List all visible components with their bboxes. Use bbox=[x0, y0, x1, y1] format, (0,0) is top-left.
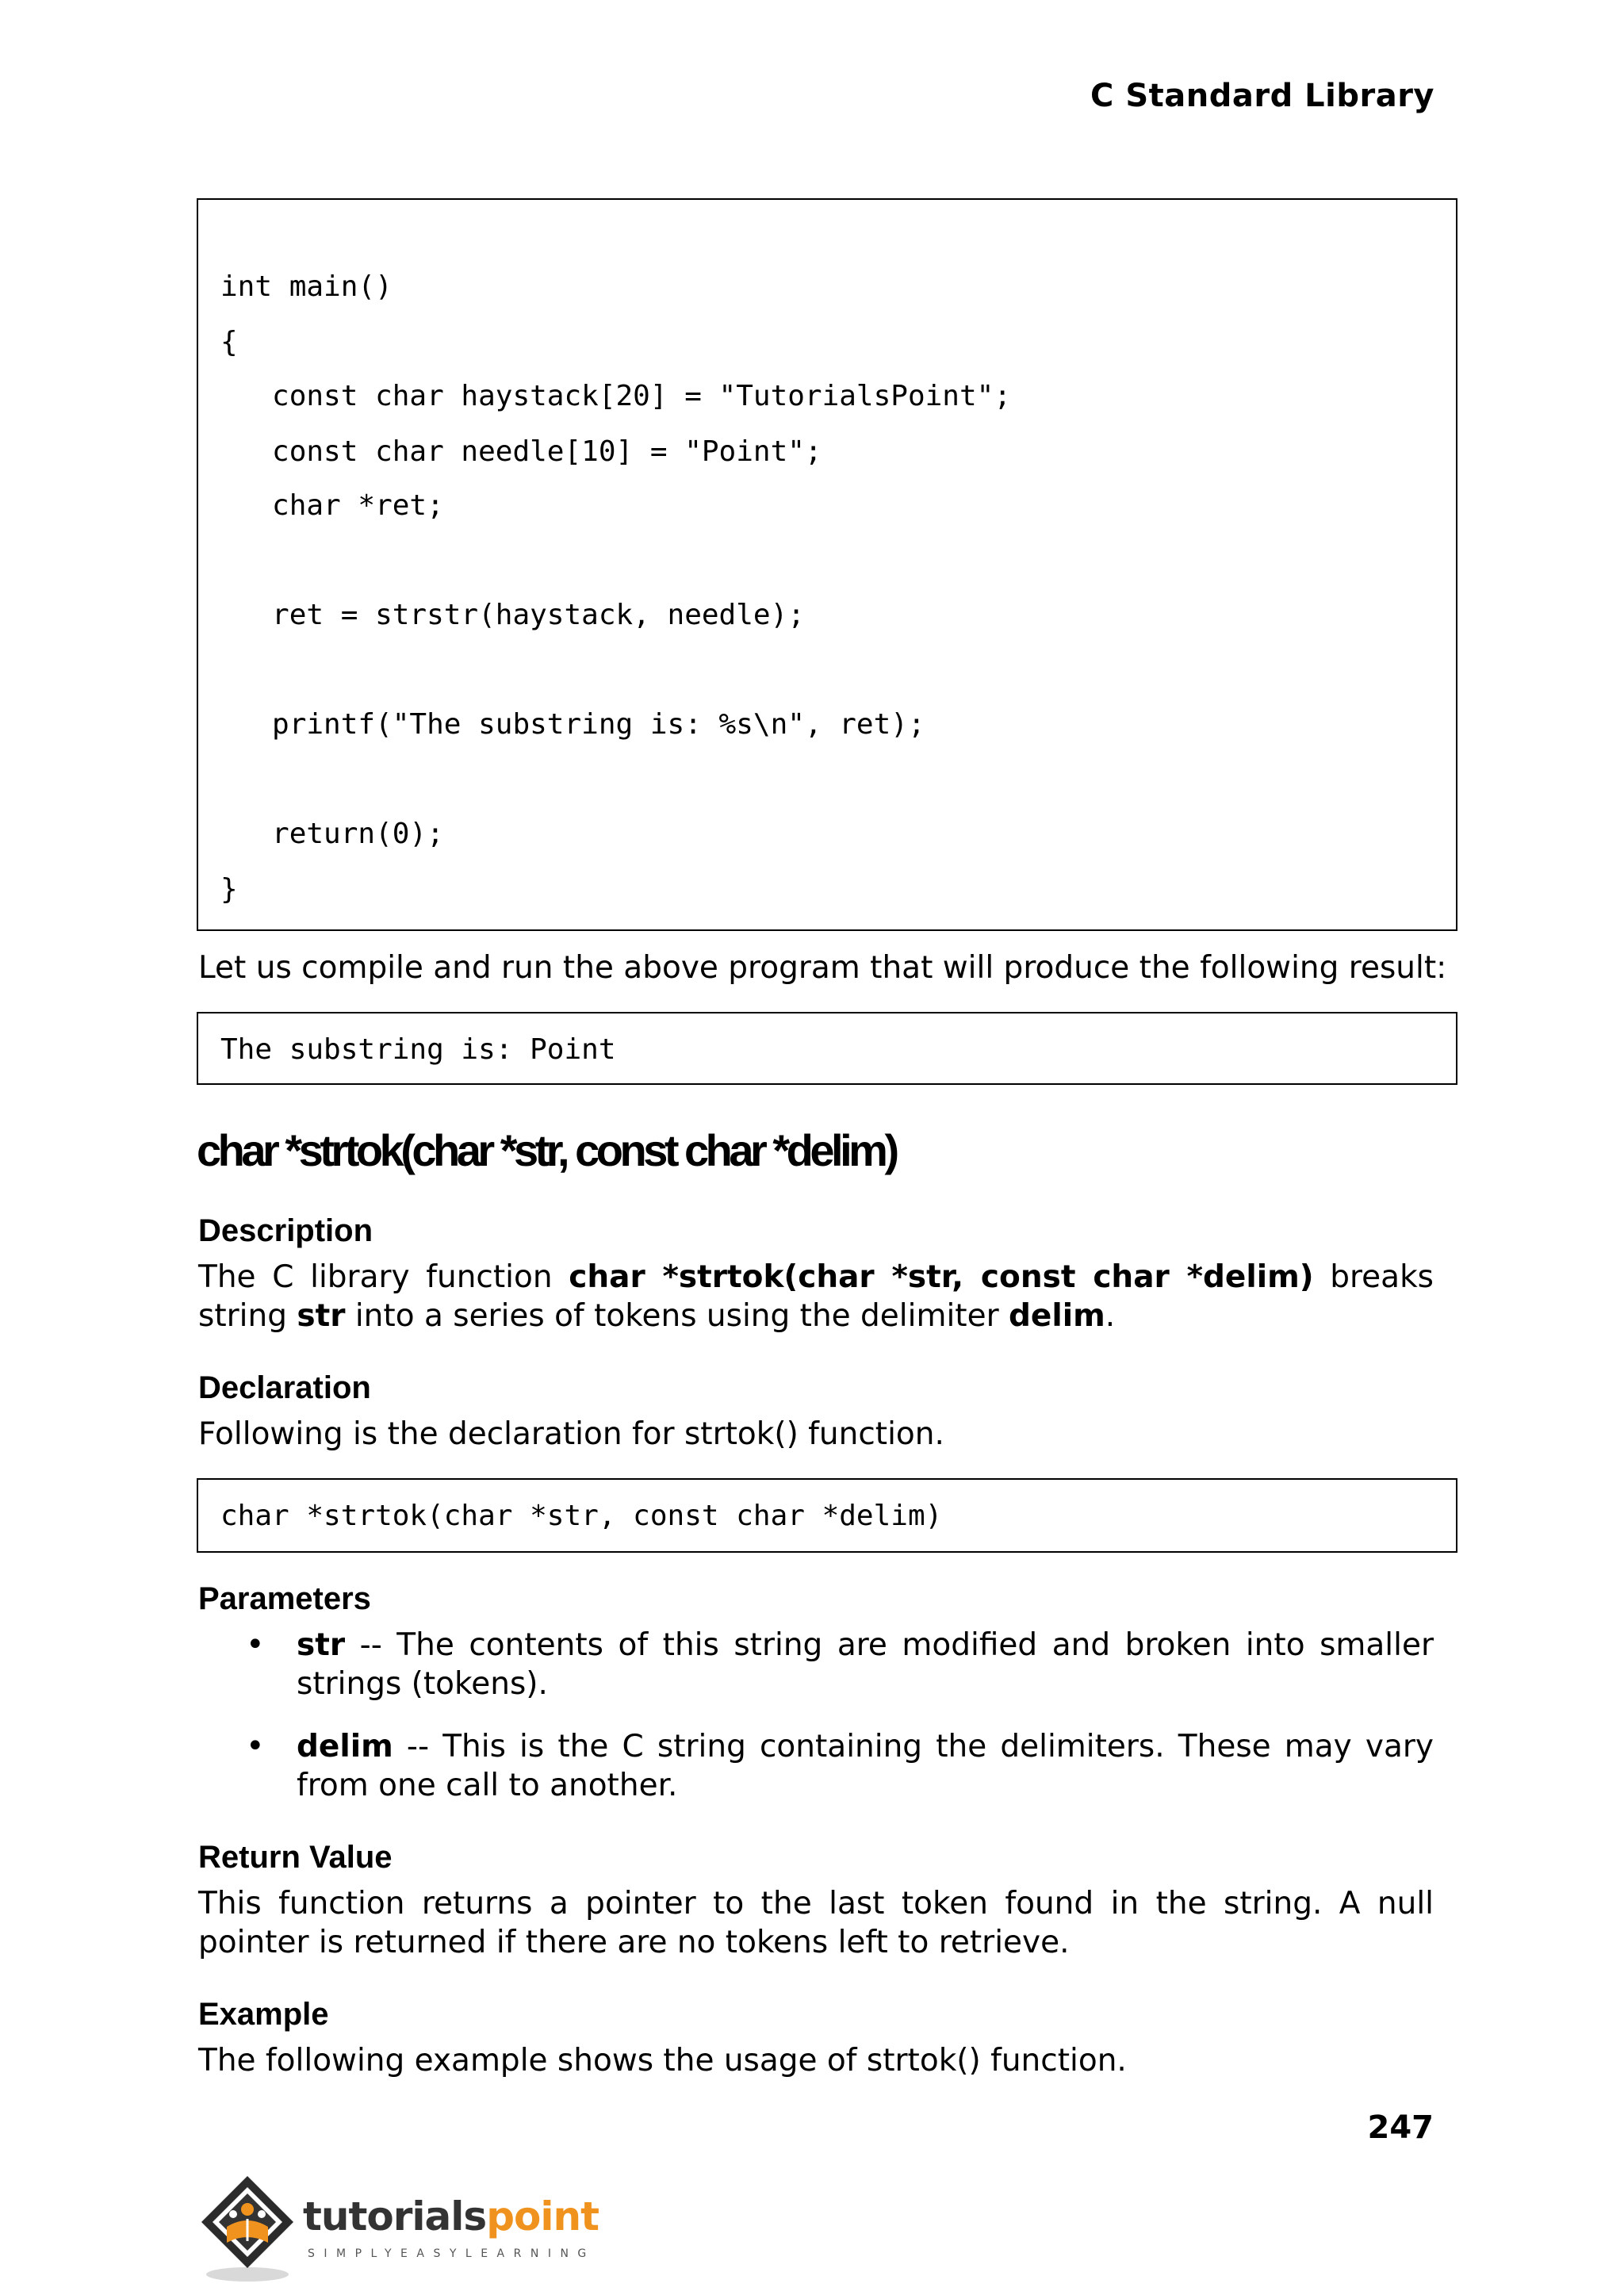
declaration-text: Following is the declaration for strtok() function. bbox=[198, 1416, 944, 1452]
example-heading: Example bbox=[198, 1997, 329, 2032]
code-line: ret = strstr(haystack, needle); bbox=[220, 599, 805, 631]
bullet: • bbox=[246, 1728, 265, 1764]
page-number: 247 bbox=[1367, 2109, 1434, 2146]
logo-tagline: SIMPLYEASYLEARNING bbox=[308, 2247, 596, 2260]
page-header-title: C Standard Library bbox=[1090, 78, 1434, 114]
result-output-block bbox=[197, 1012, 1457, 1085]
example-text: The following example shows the usage of strtok() function. bbox=[198, 2043, 1127, 2079]
bullet: • bbox=[246, 1626, 265, 1663]
code-line: } bbox=[220, 873, 238, 906]
parameter-item-str: str -- The contents of this string are modified and broken into smaller strings (tokens). bbox=[297, 1627, 1434, 1702]
result-intro-text: Let us compile and run the above program that will produce the following result: bbox=[198, 950, 1447, 986]
return-value-text: This function returns a pointer to the last token found in the string. A null pointer is returned if there are no tokens left to retrieve. bbox=[198, 1886, 1434, 1960]
declaration-code-line: char *strtok(char *str, const char *delim) bbox=[220, 1500, 943, 1532]
code-line: const char needle[10] = "Point"; bbox=[220, 435, 822, 468]
tutorialspoint-logo bbox=[195, 2170, 599, 2289]
code-line: char *ret; bbox=[220, 489, 444, 522]
logo-emblem-icon bbox=[195, 2170, 306, 2289]
logo-wordmark: tutorialspoint bbox=[303, 2193, 599, 2239]
code-line: return(0); bbox=[220, 818, 444, 850]
return-value-heading: Return Value bbox=[198, 1840, 393, 1875]
code-line: printf("The substring is: %s\n", ret); bbox=[220, 708, 925, 741]
result-output-line: The substring is: Point bbox=[220, 1033, 616, 1066]
code-line: const char haystack[20] = "TutorialsPoint"; bbox=[220, 380, 1011, 412]
code-line: int main() bbox=[220, 270, 393, 303]
declaration-heading: Declaration bbox=[198, 1370, 371, 1405]
declaration-code-block bbox=[197, 1478, 1457, 1553]
parameters-heading: Parameters bbox=[198, 1581, 371, 1616]
description-heading: Description bbox=[198, 1213, 373, 1248]
parameter-item-delim: delim -- This is the C string containing the delimiters. These may vary from one call to another. bbox=[297, 1729, 1434, 1803]
code-line: { bbox=[220, 326, 238, 358]
description-text: The C library function char *strtok(char *str, const char *delim) breaks string str into a series of tokens using the delimiter delim. bbox=[198, 1259, 1434, 1334]
section-title: char *strtok(char *str, const char *delim) bbox=[197, 1125, 896, 1175]
code-block-main bbox=[197, 198, 1457, 931]
